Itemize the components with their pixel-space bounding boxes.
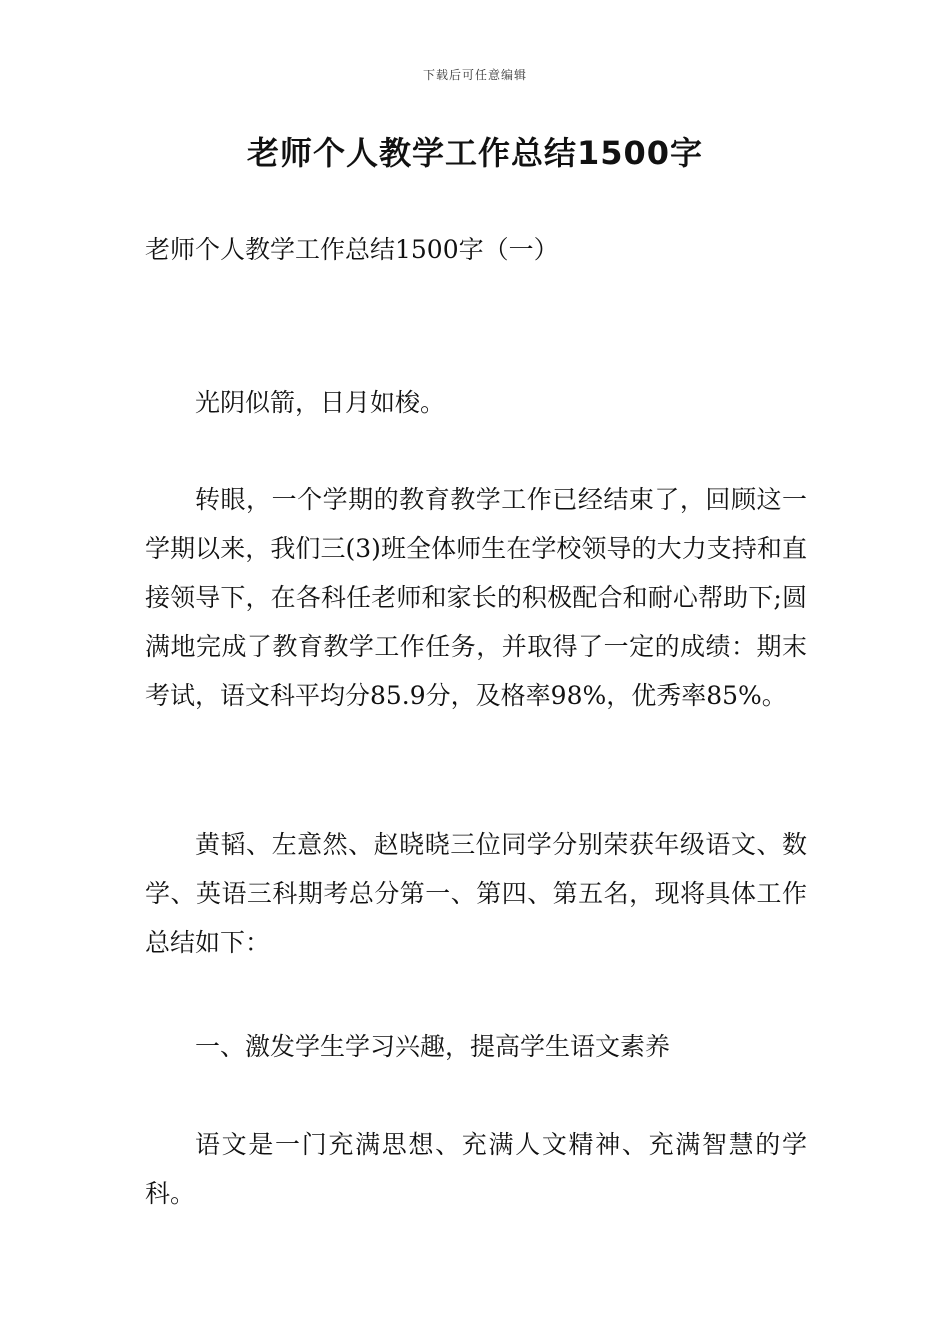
paragraph: 黄韬、左意然、赵晓晓三位同学分别荣获年级语文、数学、英语三科期考总分第一、第四、第五名，现将具体工作总结如下： xyxy=(145,830,807,957)
paragraph: 转眼，一个学期的教育教学工作已经结束了，回顾这一学期以来，我们三(3)班全体师生在学校领导的大力支持和直接领导下，在各科任老师和家长的积极配合和耐心帮助下;圆满地完成了教育教学工作任务，并取得了一定的成绩：期末考试，语文科平均分85.9分，及格率98%，优秀率85%。 xyxy=(145,485,807,710)
paragraph: 语文是一门充满思想、充满人文精神、充满智慧的学科。 xyxy=(145,1130,807,1208)
paragraph: 光阴似箭，日月如梭。 xyxy=(195,388,446,417)
header-note: 下载后可任意编辑 xyxy=(422,68,527,82)
document-title: 老师个人教学工作总结1500字 xyxy=(246,134,704,172)
section-heading: 一、激发学生学习兴趣，提高学生语文素养 xyxy=(195,1032,671,1061)
section-title: 老师个人教学工作总结1500字（一） xyxy=(145,235,559,264)
